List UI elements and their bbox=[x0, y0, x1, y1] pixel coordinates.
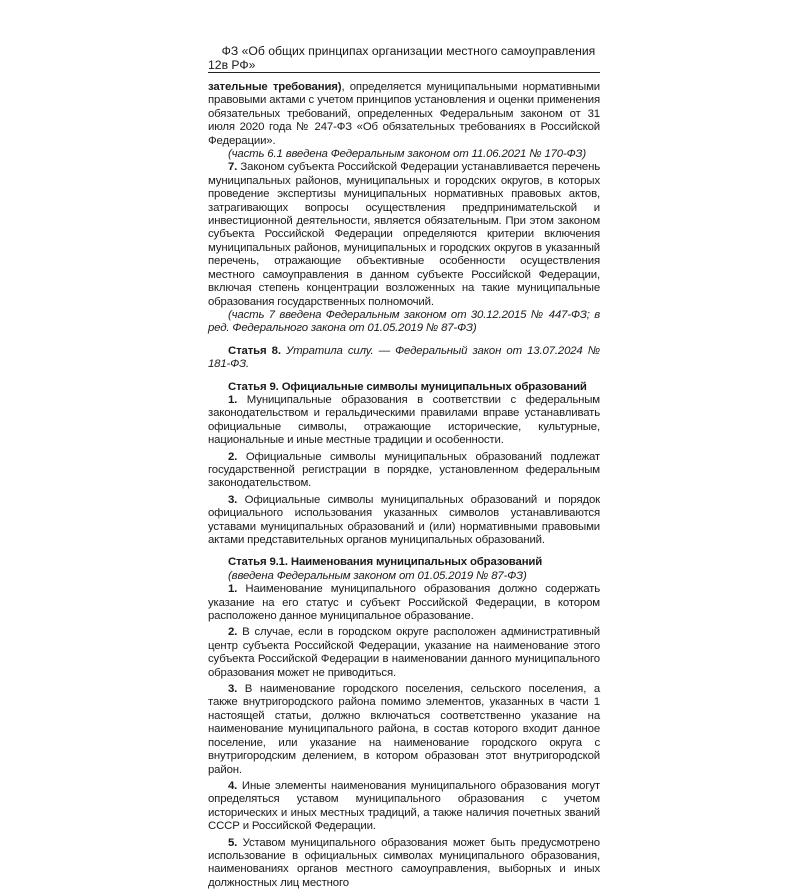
article-8-title: Статья 8. bbox=[228, 344, 281, 357]
article-9-part-1-number: 1. bbox=[228, 393, 238, 406]
article-9-1-part-1-number: 1. bbox=[228, 583, 238, 596]
article-9-1-part-1-text: Наименование муниципального образования должно содержать указание на его статус и субъект Российской Федерации, в котором расположено данное муниципальное образование. bbox=[208, 583, 600, 623]
page-header bbox=[208, 44, 600, 72]
article-9-part-1-text: Муниципальные образования в соответствии с федеральным законодательством и геральдическими правилами вправе устанавливать официальные символы, отражающие исторические, культурные, национальные и иные местные традиции и особенности. bbox=[208, 393, 600, 447]
article-9-part-2 bbox=[208, 451, 600, 491]
intro-paragraph bbox=[208, 81, 600, 148]
article-9-1-part-3-text: В наименование городского поселения, сельского поселения, а также внутригородского района помимо элементов, указанных в части 1 настоящей статьи, должно включаться соответственно указание на наименование муниципального района, в состав которого входит данное поселение, или указание на наименование городского округа с внутригородским делением, в котором образован этот внутригородской район. bbox=[208, 683, 600, 776]
article-9-part-1 bbox=[208, 394, 600, 448]
article-9-part-2-text: Официальные символы муниципальных образований подлежат государственной регистрации в порядке, установленном федеральным законодательством. bbox=[208, 450, 600, 490]
article-9-1-part-3 bbox=[208, 683, 600, 777]
article-9-1-part-2-text: В случае, если в городском округе расположен административный центр субъекта Российской Федерации, указание на наименование этого субъекта Российской Федерации в наименовании данного муниципального образования может не приводиться. bbox=[208, 626, 600, 679]
article-8-text: Утратила силу. — Федеральный закон от 13.07.2024 № 181-ФЗ. bbox=[208, 344, 600, 371]
article-9-1-part-4-number: 4. bbox=[228, 779, 238, 792]
article-9-1-part-5-text: Уставом муниципального образования может быть предусмотрено использование в официальных символах муниципального образования, наименованиях органов местного самоуправления, выборных и иных должностных лиц местного bbox=[208, 836, 600, 889]
article-9-1-part-3-number: 3. bbox=[228, 683, 238, 696]
article-9-1-part-2 bbox=[208, 626, 600, 680]
running-title: ФЗ «Об общих принципах организации местного самоуправления в РФ» bbox=[221, 44, 596, 72]
article-9-1-part-1 bbox=[208, 583, 600, 623]
article-9-1-note: (введена Федеральным законом от 01.05.2019 № 87-ФЗ) bbox=[228, 569, 527, 582]
part-7-paragraph bbox=[208, 161, 600, 308]
article-9-part-3-text: Официальные символы муниципальных образований и порядок официального использования указанных символов устанавливаются уставами муниципальных образований и (или) нормативными правовыми актами представительных органов муниципальных образований. bbox=[208, 493, 600, 546]
intro-text: , определяется муниципальными нормативными правовыми актами с учетом принципов установления и оценки применения обязательных требований, определенных Федеральным законом от 31 июля 2020 года № 247-ФЗ «Об обязательных требованиях в Российской Федерации». bbox=[208, 81, 600, 147]
article-9-part-2-number: 2. bbox=[228, 450, 238, 463]
document-body bbox=[208, 81, 600, 890]
intro-bold-text: зательные требования) bbox=[208, 81, 342, 93]
part-7-text: Законом субъекта Российской Федерации устанавливается перечень муниципальных районов, муниципальных и городских округов, в которых проведение экспертизы муниципальных нормативных правовых актов, затрагивающих вопросы осуществления предпринимательской и инвестиционной деятельности, является обязательным. При этом законом субъекта Российской Федерации определяются критерии включения муниципальных районов, муниципальных и городских округов в указанный перечень, отражающие объективные особенности осуществления местного самоуправления в данном субъекте Российской Федерации, включая степень концентрации возложенных на такие муниципальные образования государственных полномочий. bbox=[208, 161, 600, 308]
article-9-1-heading: Статья 9.1. Наименования муниципальных образований bbox=[228, 556, 543, 569]
amendment-note-6-1: (часть 6.1 введена Федеральным законом от 11.06.2021 № 170-ФЗ) bbox=[228, 148, 587, 161]
part-7-number: 7. bbox=[228, 161, 238, 174]
article-9-part-3-number: 3. bbox=[228, 493, 238, 506]
amendment-note-7: (часть 7 введена Федеральным законом от 30.12.2015 № 447-ФЗ; в ред. Федерального закона от 01.05.2019 № 87-ФЗ) bbox=[208, 308, 600, 335]
article-9-heading: Статья 9. Официальные символы муниципальных образований bbox=[228, 380, 587, 393]
header-divider bbox=[208, 72, 600, 73]
article-9-1-part-4 bbox=[208, 780, 600, 834]
article-9-1-part-2-number: 2. bbox=[228, 626, 238, 639]
article-9-1-part-5-number: 5. bbox=[228, 836, 238, 849]
page-number: 12 bbox=[208, 58, 222, 72]
article-9-part-3 bbox=[208, 494, 600, 548]
article-9-1-part-4-text: Иные элементы наименования муниципального образования могут определяться уставом муниципального образования с учетом исторических и иных местных традиций, а также наличия почетных званий СССР и Российской Федерации. bbox=[208, 779, 600, 833]
article-8 bbox=[208, 345, 600, 372]
article-9-1-part-5 bbox=[208, 837, 600, 890]
